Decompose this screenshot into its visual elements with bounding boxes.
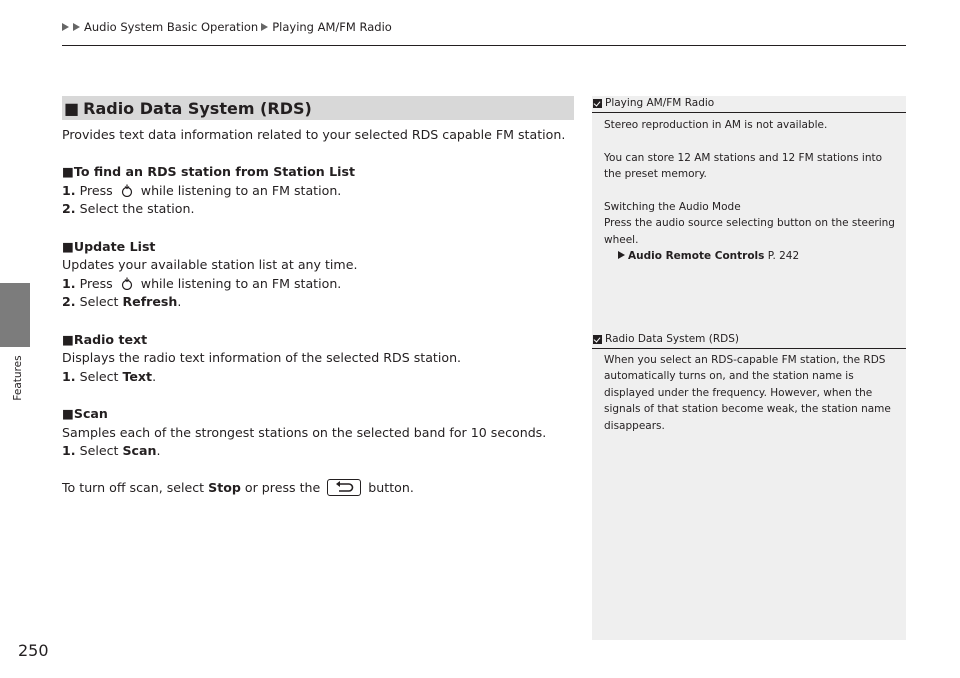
note-line: Stereo reproduction in AM is not available.: [604, 119, 828, 131]
radiotext-desc: Displays the radio text information of the selected RDS station.: [62, 350, 462, 366]
note-line: Press the audio source selecting button on the steering wheel.: [604, 217, 895, 246]
find-step-1: 1. Press while listening to an FM station.: [62, 182, 342, 198]
note-text: When you select an RDS-capable FM station, the RDS automatically turns on, and the station name is displayed under the frequency. However, when the signals of that station become weak, the station name disappears.: [604, 354, 891, 432]
note-body: [604, 352, 900, 434]
xref-arrow-icon: [618, 251, 625, 259]
chapter-tab: [0, 283, 30, 347]
section-marker: ■: [64, 98, 80, 118]
note-title: Playing AM/FM Radio: [592, 97, 906, 109]
note-xref[interactable]: Audio Remote Controls P. 242: [604, 248, 900, 264]
breadcrumb-arrow-icon: [261, 23, 268, 31]
main-content: [62, 126, 582, 498]
scan-step-1: 1. Select Scan.: [62, 443, 161, 459]
note-check-icon: [593, 335, 602, 344]
header-rule: [62, 45, 906, 46]
page-number: 250: [18, 641, 49, 660]
update-step-2: 2. Select Refresh.: [62, 294, 182, 310]
note-check-icon: [593, 99, 602, 108]
radiotext-heading: ■Radio text: [62, 331, 148, 347]
note-line: Switching the Audio Mode: [604, 201, 741, 213]
note-rule: [592, 112, 906, 113]
note-line: You can store 12 AM stations and 12 FM stations into the preset memory.: [604, 151, 883, 181]
breadcrumb-arrow-icon: [73, 23, 80, 31]
breadcrumb-section[interactable]: Audio System Basic Operation: [84, 20, 259, 34]
scan-heading: ■Scan: [62, 405, 108, 421]
breadcrumb: [62, 20, 392, 34]
note-body: [604, 117, 900, 265]
section-title: Radio Data System (RDS): [83, 98, 312, 118]
radiotext-step-1: 1. Select Text.: [62, 368, 157, 384]
scan-off-text: To turn off scan, select Stop or press the button.: [62, 480, 414, 496]
update-heading: ■Update List: [62, 238, 156, 254]
intro-text: Provides text data information related to your selected RDS capable FM station.: [62, 127, 566, 142]
section-heading: [62, 96, 574, 120]
knob-press-icon: [120, 184, 134, 197]
knob-press-icon: [120, 277, 134, 290]
scan-desc: Samples each of the strongest stations on the selected band for 10 seconds.: [62, 424, 547, 440]
breadcrumb-page[interactable]: Playing AM/FM Radio: [272, 20, 392, 34]
update-step-1: 1. Press while listening to an FM station.: [62, 275, 342, 291]
find-step-2: 2. Select the station.: [62, 201, 195, 217]
update-desc: Updates your available station list at any time.: [62, 257, 358, 273]
note-title: Radio Data System (RDS): [592, 333, 906, 345]
note-rule: [592, 348, 906, 349]
back-button-icon: [327, 479, 361, 496]
find-heading: ■To find an RDS station from Station List: [62, 164, 355, 180]
chapter-label: Features: [12, 355, 24, 401]
breadcrumb-arrow-icon: [62, 23, 69, 31]
